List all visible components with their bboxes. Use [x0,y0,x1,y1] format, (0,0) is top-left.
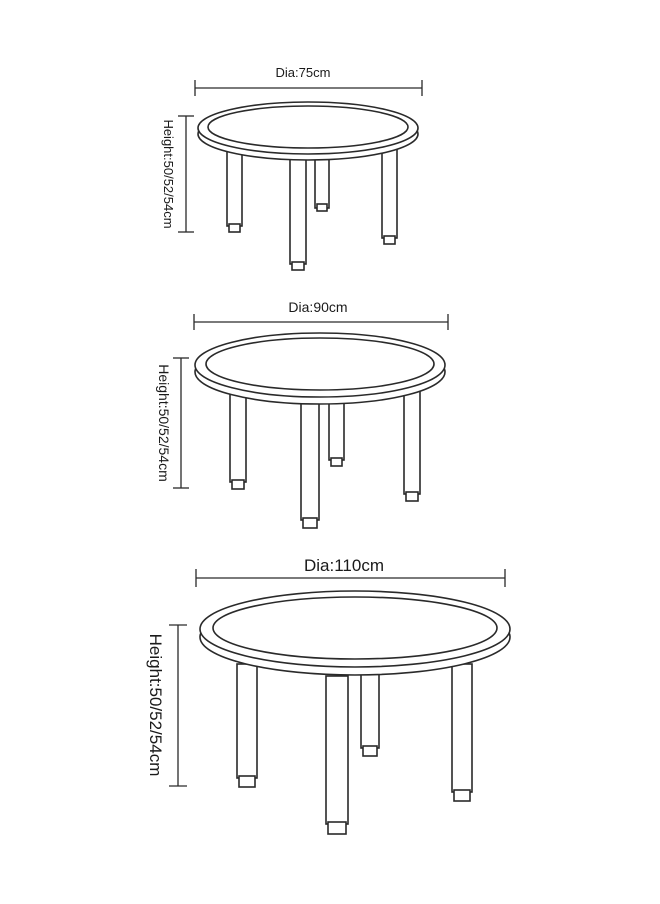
table-top-90 [195,333,445,404]
table-110 [146,556,510,834]
diameter-label-110: Dia:110cm [304,556,384,575]
height-label-75: Height:50/52/54cm [161,119,176,229]
height-dimension-90 [156,358,189,488]
height-dimension-110 [146,625,187,786]
table-90 [156,299,448,528]
table-75 [161,65,422,270]
diameter-dimension-110 [196,556,505,587]
height-dimension-75 [161,116,194,232]
table-top-75 [198,102,418,160]
table-legs-110 [237,664,472,834]
table-top-110 [200,591,510,675]
diameter-label-75: Dia:75cm [275,65,331,80]
diameter-dimension-75 [195,65,422,96]
diameter-dimension-90 [194,299,448,330]
table-legs-75 [227,146,397,270]
height-label-110: Height:50/52/54cm [146,633,165,777]
diameter-label-90: Dia:90cm [288,299,348,315]
height-label-90: Height:50/52/54cm [156,364,172,482]
table-legs-90 [230,390,420,528]
